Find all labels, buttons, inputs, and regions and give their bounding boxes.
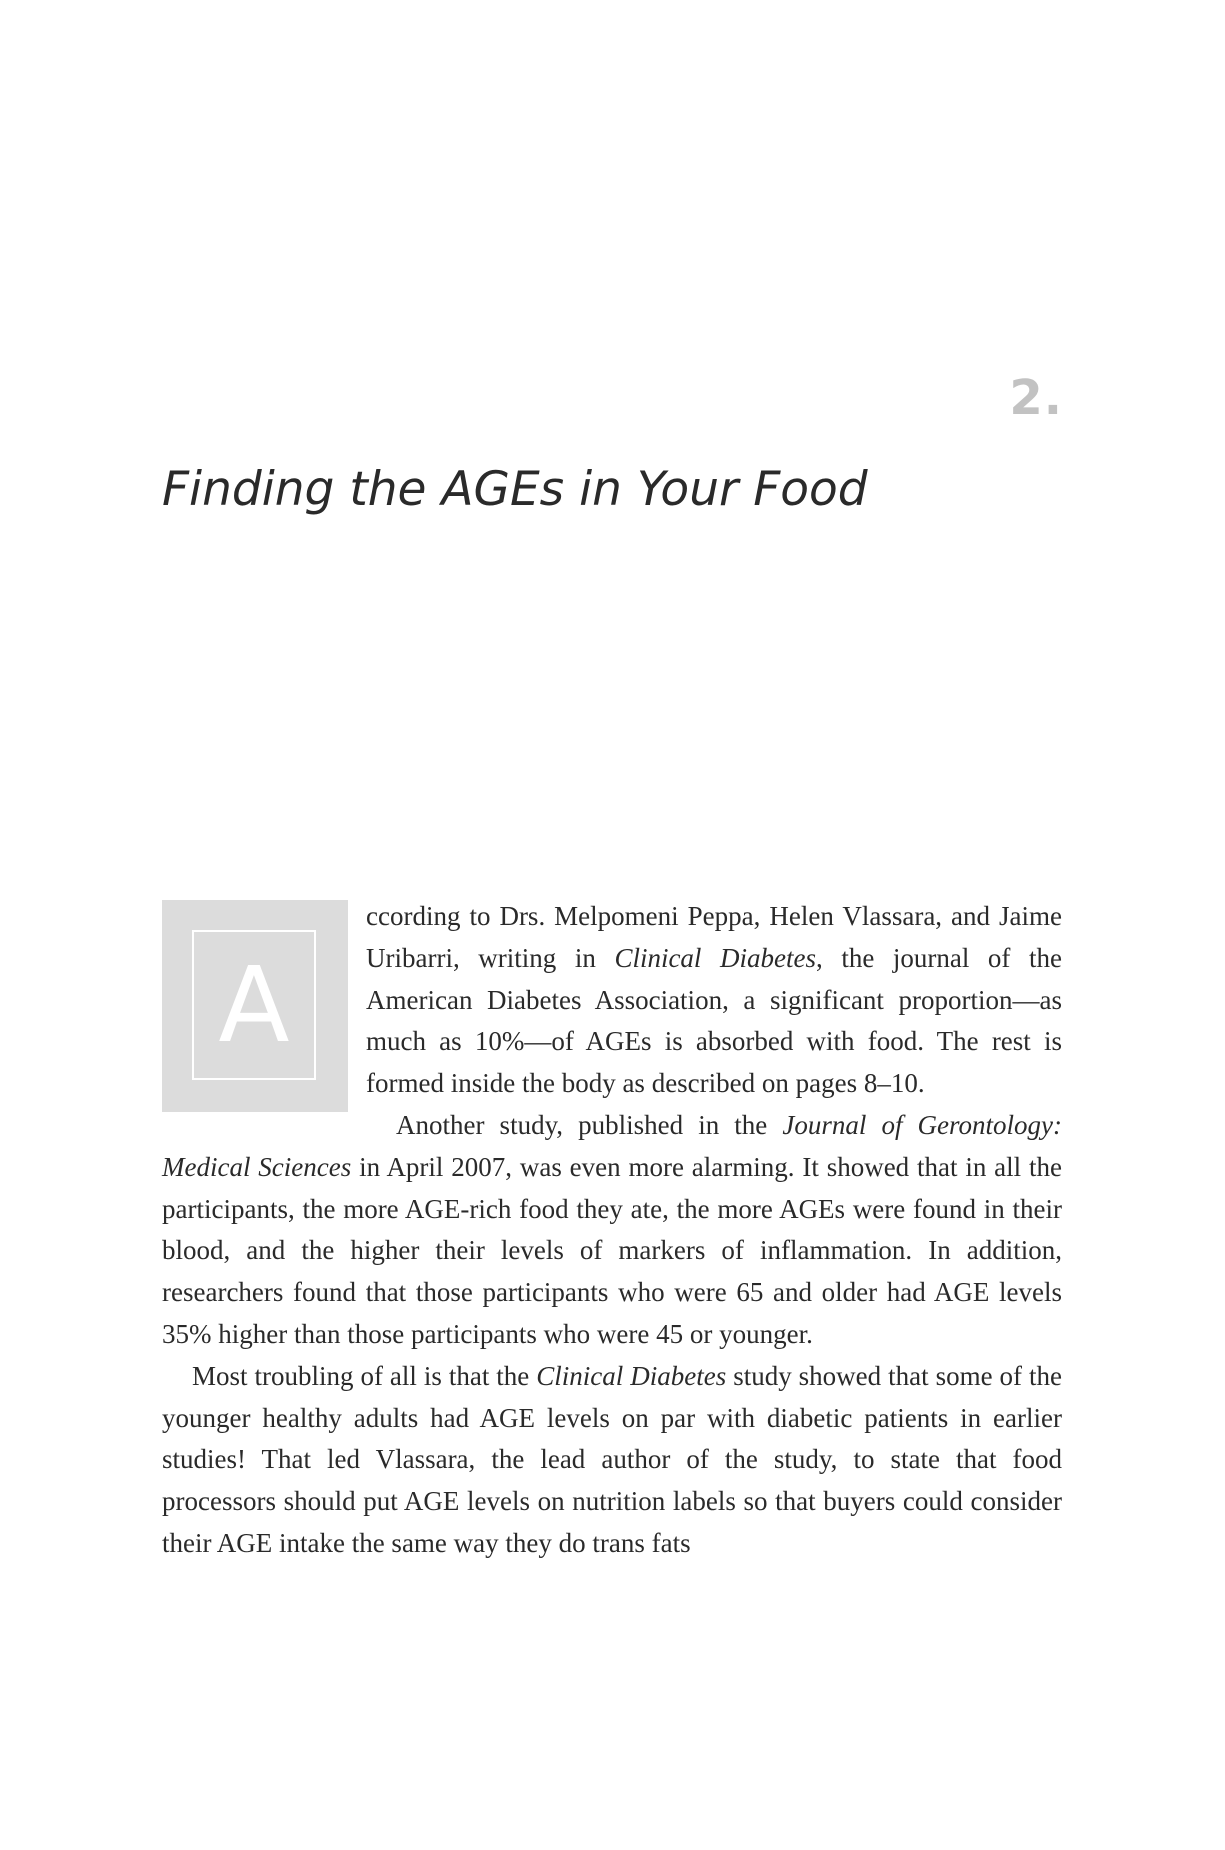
chapter-number: 2. <box>1009 370 1063 426</box>
journal-title-clinical-diabetes-2: Clinical Diabetes <box>536 1360 727 1391</box>
drop-cap-letter: A <box>218 944 290 1066</box>
paragraph-2 <box>162 1105 1062 1356</box>
journal-title-clinical-diabetes: Clinical Diabetes <box>614 942 816 973</box>
paragraph-3 <box>162 1356 1062 1565</box>
drop-cap-box <box>162 900 348 1112</box>
paragraph-3-text: Most troubling of all is that the <box>192 1360 537 1391</box>
paragraph-2-text: Another study, published in the <box>396 1109 783 1140</box>
paragraph-1 <box>162 896 1062 1105</box>
paragraph-1-text-cont: , the journal of the American Diabetes Association, a significant proportion—as much as 10%—of AGEs is absorbed with food. The rest is formed inside the body as described on pages 8–10. <box>366 942 1062 1099</box>
journal-title-gerontology: Journal of Gerontology: Medical Sciences <box>162 1109 1062 1182</box>
paragraph-3-text-cont: study showed that some of the younger healthy adults had AGE levels on par with diabetic patients in earlier studies! That led Vlassara, the lead author of the study, to state that food processors should put AGE levels on nutrition labels so that buyers could consider their AGE intake the same way they do trans fats <box>162 1360 1062 1558</box>
paragraph-2-text-cont: in April 2007, was even more alarming. It showed that in all the participants, the more AGE-rich food they ate, the more AGEs were found in their blood, and the higher their levels of markers of inflammation. In addition, researchers found that those participants who were 65 and older had AGE levels 35% higher than those participants who were 45 or younger. <box>162 1151 1062 1349</box>
chapter-title: Finding the AGEs in Your Food <box>162 462 868 517</box>
chapter-body <box>162 896 1062 1565</box>
drop-cap-frame <box>192 930 316 1080</box>
paragraph-1-text: ccording to Drs. Melpomeni Peppa, Helen Vlassara, and Jaime Uribarri, writing in <box>366 901 1062 973</box>
